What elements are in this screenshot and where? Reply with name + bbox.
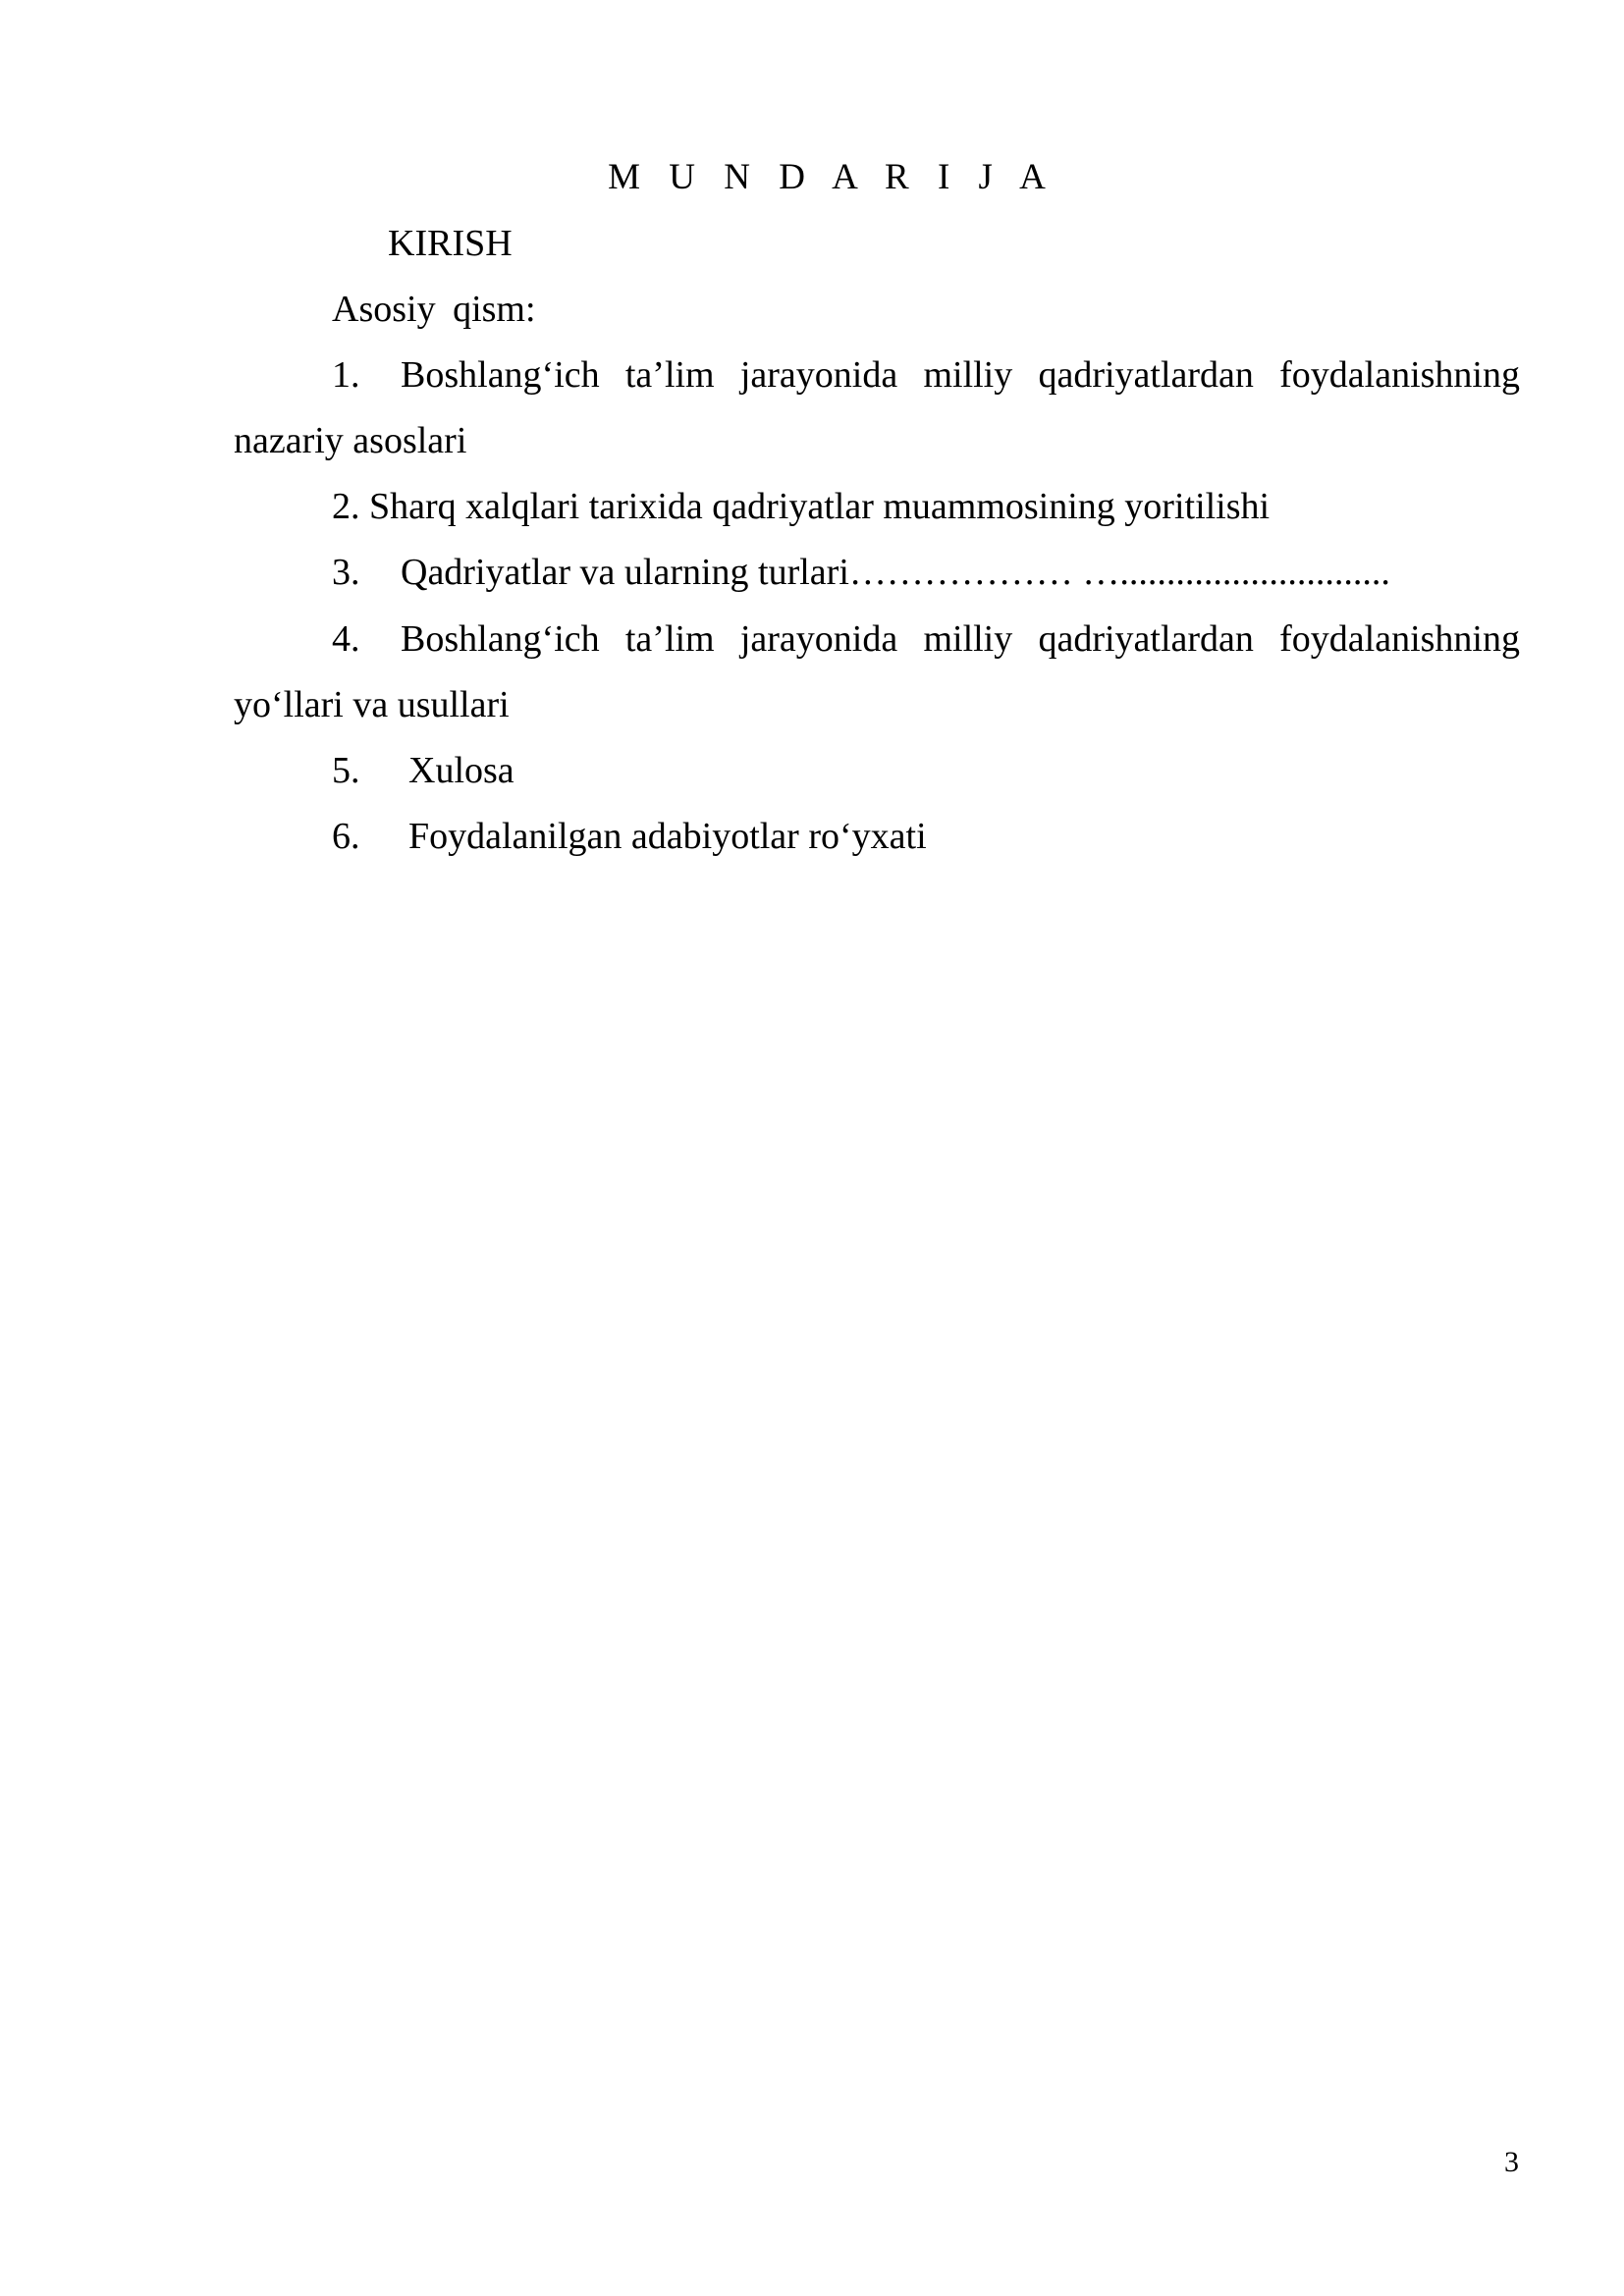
toc-entry-1 — [332, 352, 1520, 398]
toc-entry-2: 2. Sharq xalqlari tarixida qadriyatlar muammosining yoritilishi — [332, 486, 1271, 527]
toc-entry-number: 4. — [332, 618, 360, 660]
toc-entry-text: Xulosa — [408, 750, 514, 791]
toc-entry-kirish: KIRISH — [388, 223, 513, 264]
toc-entry-4 — [332, 616, 1520, 662]
toc-entry-6 — [332, 814, 927, 859]
toc-section-heading: Asosiy qism: — [332, 289, 536, 330]
toc-entry-text: Boshlang‘ich ta’lim jarayonida milliy qadriyatlardan foydalanishning — [401, 618, 1520, 660]
toc-entry-text: Qadriyatlar va ularning turlari……………… …............................. — [401, 552, 1390, 593]
toc-entry-1-continuation: nazariy asoslari — [234, 420, 467, 461]
toc-entry-number: 5. — [332, 750, 360, 791]
page-number: 3 — [1504, 2146, 1519, 2178]
page-title: M U N D A R I J A — [608, 157, 1056, 197]
toc-entry-text: Boshlang‘ich ta’lim jarayonida milliy qadriyatlardan foydalanishning — [401, 354, 1520, 396]
toc-entry-4-continuation: yo‘llari va usullari — [234, 684, 510, 725]
toc-entry-text: Foydalanilgan adabiyotlar ro‘yxati — [408, 816, 927, 857]
toc-entry-number: 1. — [332, 354, 360, 396]
toc-entry-number: 6. — [332, 816, 360, 857]
toc-entry-number: 3. — [332, 552, 360, 593]
toc-entry-3 — [332, 550, 1390, 595]
toc-entry-5 — [332, 748, 514, 793]
